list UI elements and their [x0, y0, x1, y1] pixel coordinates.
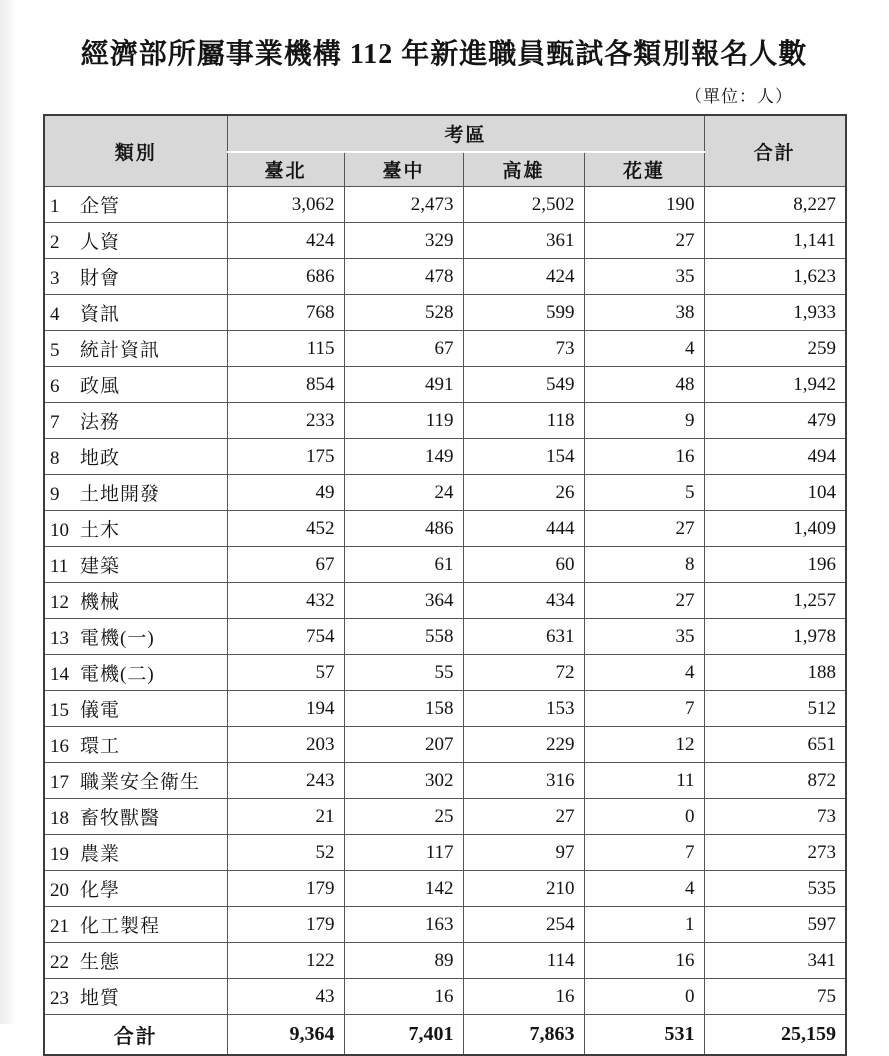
row-number: 2 — [50, 232, 60, 253]
value-cell: 118 — [463, 403, 584, 439]
value-cell: 97 — [463, 835, 584, 871]
total-row — [44, 1015, 846, 1056]
value-cell: 452 — [227, 511, 344, 547]
value-cell: 27 — [463, 799, 584, 835]
header-group-row — [44, 115, 846, 152]
value-cell: 316 — [463, 763, 584, 799]
value-cell: 528 — [344, 295, 463, 331]
category-cell — [44, 655, 227, 691]
category-name: 統計資訊 — [80, 340, 161, 361]
value-cell: 104 — [704, 475, 846, 511]
category-cell — [44, 907, 227, 943]
value-cell: 117 — [344, 835, 463, 871]
value-cell: 188 — [704, 655, 846, 691]
value-cell: 73 — [463, 331, 584, 367]
value-cell: 43 — [227, 979, 344, 1015]
category-name: 法務 — [80, 412, 121, 433]
table-row — [44, 799, 846, 835]
value-cell: 7 — [584, 691, 704, 727]
table-header — [44, 115, 846, 187]
value-cell: 1,623 — [704, 259, 846, 295]
row-number: 23 — [50, 988, 69, 1009]
value-cell: 115 — [227, 331, 344, 367]
header-region-group: 考區 — [227, 115, 704, 152]
footer-total-cell: 7,401 — [344, 1015, 463, 1056]
value-cell: 179 — [227, 871, 344, 907]
value-cell: 479 — [704, 403, 846, 439]
row-number: 5 — [50, 340, 60, 361]
table-footer — [44, 1015, 846, 1056]
row-number: 1 — [50, 196, 60, 217]
value-cell: 444 — [463, 511, 584, 547]
category-name: 畜牧獸醫 — [80, 808, 161, 829]
category-name: 電機(一) — [80, 628, 155, 649]
row-number: 6 — [50, 376, 60, 397]
value-cell: 179 — [227, 907, 344, 943]
row-number: 15 — [50, 700, 69, 721]
category-name: 政風 — [80, 376, 121, 397]
value-cell: 233 — [227, 403, 344, 439]
table-row — [44, 259, 846, 295]
value-cell: 12 — [584, 727, 704, 763]
category-name: 化工製程 — [80, 916, 161, 937]
value-cell: 2,502 — [463, 187, 584, 223]
category-cell — [44, 619, 227, 655]
value-cell: 203 — [227, 727, 344, 763]
category-cell — [44, 727, 227, 763]
page-title: 經濟部所屬事業機構 112 年新進職員甄試各類別報名人數 — [80, 39, 808, 70]
value-cell: 1,942 — [704, 367, 846, 403]
table-row — [44, 943, 846, 979]
table-row — [44, 187, 846, 223]
value-cell: 158 — [344, 691, 463, 727]
table-row — [44, 511, 846, 547]
footer-total-cell: 9,364 — [227, 1015, 344, 1056]
registration-count-table — [43, 114, 847, 1056]
value-cell: 55 — [344, 655, 463, 691]
value-cell: 163 — [344, 907, 463, 943]
value-cell: 24 — [344, 475, 463, 511]
value-cell: 27 — [584, 511, 704, 547]
category-cell — [44, 259, 227, 295]
value-cell: 302 — [344, 763, 463, 799]
value-cell: 190 — [584, 187, 704, 223]
value-cell: 21 — [227, 799, 344, 835]
value-cell: 4 — [584, 871, 704, 907]
category-cell — [44, 799, 227, 835]
value-cell: 2,473 — [344, 187, 463, 223]
category-name: 機械 — [80, 592, 121, 613]
table-row — [44, 547, 846, 583]
value-cell: 9 — [584, 403, 704, 439]
header-region: 臺中 — [344, 152, 463, 187]
value-cell: 35 — [584, 259, 704, 295]
value-cell: 57 — [227, 655, 344, 691]
value-cell: 1,257 — [704, 583, 846, 619]
category-cell — [44, 943, 227, 979]
row-number: 10 — [50, 520, 69, 541]
value-cell: 486 — [344, 511, 463, 547]
value-cell: 768 — [227, 295, 344, 331]
row-number: 11 — [50, 556, 69, 577]
value-cell: 73 — [704, 799, 846, 835]
table-row — [44, 871, 846, 907]
row-number: 20 — [50, 880, 69, 901]
value-cell: 0 — [584, 979, 704, 1015]
value-cell: 558 — [344, 619, 463, 655]
value-cell: 48 — [584, 367, 704, 403]
value-cell: 872 — [704, 763, 846, 799]
category-cell — [44, 871, 227, 907]
value-cell: 16 — [584, 439, 704, 475]
value-cell: 1,933 — [704, 295, 846, 331]
value-cell: 1,141 — [704, 223, 846, 259]
value-cell: 0 — [584, 799, 704, 835]
row-number: 8 — [50, 448, 60, 469]
row-number: 12 — [50, 592, 69, 613]
value-cell: 364 — [344, 583, 463, 619]
value-cell: 67 — [344, 331, 463, 367]
value-cell: 122 — [227, 943, 344, 979]
value-cell: 7 — [584, 835, 704, 871]
header-category: 類別 — [44, 115, 227, 187]
table-row — [44, 691, 846, 727]
category-cell — [44, 403, 227, 439]
table-row — [44, 727, 846, 763]
category-cell — [44, 367, 227, 403]
value-cell: 754 — [227, 619, 344, 655]
category-cell — [44, 583, 227, 619]
value-cell: 27 — [584, 583, 704, 619]
header-region: 高雄 — [463, 152, 584, 187]
table-row — [44, 763, 846, 799]
value-cell: 686 — [227, 259, 344, 295]
row-number: 14 — [50, 664, 69, 685]
table-row — [44, 223, 846, 259]
value-cell: 1,409 — [704, 511, 846, 547]
value-cell: 142 — [344, 871, 463, 907]
value-cell: 651 — [704, 727, 846, 763]
value-cell: 361 — [463, 223, 584, 259]
value-cell: 259 — [704, 331, 846, 367]
value-cell: 153 — [463, 691, 584, 727]
category-name: 地質 — [80, 988, 121, 1009]
header-region: 花蓮 — [584, 152, 704, 187]
value-cell: 273 — [704, 835, 846, 871]
footer-total-cell: 7,863 — [463, 1015, 584, 1056]
value-cell: 75 — [704, 979, 846, 1015]
table-row — [44, 475, 846, 511]
value-cell: 60 — [463, 547, 584, 583]
category-name: 財會 — [80, 268, 121, 289]
category-name: 儀電 — [80, 700, 121, 721]
category-name: 電機(二) — [80, 664, 155, 685]
value-cell: 210 — [463, 871, 584, 907]
table-row — [44, 583, 846, 619]
category-name: 生態 — [80, 952, 121, 973]
row-number: 7 — [50, 412, 60, 433]
category-name: 土木 — [80, 520, 121, 541]
table-row — [44, 835, 846, 871]
value-cell: 8 — [584, 547, 704, 583]
category-name: 人資 — [80, 232, 121, 253]
value-cell: 1,978 — [704, 619, 846, 655]
table-row — [44, 907, 846, 943]
value-cell: 119 — [344, 403, 463, 439]
footer-total-cell: 25,159 — [704, 1015, 846, 1056]
category-cell — [44, 547, 227, 583]
value-cell: 494 — [704, 439, 846, 475]
footer-total-cell: 531 — [584, 1015, 704, 1056]
value-cell: 243 — [227, 763, 344, 799]
value-cell: 491 — [344, 367, 463, 403]
value-cell: 4 — [584, 331, 704, 367]
table-row — [44, 655, 846, 691]
value-cell: 3,062 — [227, 187, 344, 223]
value-cell: 432 — [227, 583, 344, 619]
value-cell: 89 — [344, 943, 463, 979]
table-row — [44, 295, 846, 331]
value-cell: 196 — [704, 547, 846, 583]
value-cell: 5 — [584, 475, 704, 511]
value-cell: 8,227 — [704, 187, 846, 223]
row-number: 21 — [50, 916, 69, 937]
value-cell: 194 — [227, 691, 344, 727]
row-number: 9 — [50, 484, 60, 505]
table-body — [44, 187, 846, 1015]
value-cell: 35 — [584, 619, 704, 655]
value-cell: 329 — [344, 223, 463, 259]
value-cell: 434 — [463, 583, 584, 619]
row-number: 4 — [50, 304, 60, 325]
unit-note: （單位：人） — [685, 87, 793, 106]
value-cell: 16 — [344, 979, 463, 1015]
row-number: 18 — [50, 808, 69, 829]
value-cell: 175 — [227, 439, 344, 475]
value-cell: 38 — [584, 295, 704, 331]
category-name: 環工 — [80, 736, 121, 757]
category-cell — [44, 187, 227, 223]
value-cell: 229 — [463, 727, 584, 763]
value-cell: 26 — [463, 475, 584, 511]
category-cell — [44, 295, 227, 331]
category-cell — [44, 511, 227, 547]
category-name: 資訊 — [80, 304, 121, 325]
value-cell: 16 — [584, 943, 704, 979]
footer-total-label: 合計 — [44, 1015, 227, 1056]
category-name: 農業 — [80, 844, 121, 865]
value-cell: 11 — [584, 763, 704, 799]
row-number: 3 — [50, 268, 60, 289]
value-cell: 61 — [344, 547, 463, 583]
value-cell: 4 — [584, 655, 704, 691]
value-cell: 341 — [704, 943, 846, 979]
row-number: 16 — [50, 736, 69, 757]
value-cell: 424 — [463, 259, 584, 295]
row-number: 17 — [50, 772, 69, 793]
row-number: 13 — [50, 628, 69, 649]
table-row — [44, 403, 846, 439]
value-cell: 149 — [344, 439, 463, 475]
value-cell: 25 — [344, 799, 463, 835]
value-cell: 424 — [227, 223, 344, 259]
category-name: 職業安全衛生 — [80, 772, 201, 793]
category-cell — [44, 691, 227, 727]
category-cell — [44, 835, 227, 871]
category-name: 地政 — [80, 448, 121, 469]
header-total: 合計 — [704, 115, 846, 187]
table-row — [44, 439, 846, 475]
category-name: 建築 — [80, 556, 121, 577]
category-cell — [44, 475, 227, 511]
category-cell — [44, 223, 227, 259]
category-name: 土地開發 — [80, 484, 161, 505]
table-row — [44, 367, 846, 403]
row-number: 19 — [50, 844, 69, 865]
value-cell: 597 — [704, 907, 846, 943]
category-name: 企管 — [80, 196, 121, 217]
value-cell: 27 — [584, 223, 704, 259]
value-cell: 207 — [344, 727, 463, 763]
value-cell: 52 — [227, 835, 344, 871]
value-cell: 535 — [704, 871, 846, 907]
value-cell: 16 — [463, 979, 584, 1015]
table-row — [44, 331, 846, 367]
value-cell: 49 — [227, 475, 344, 511]
table-row — [44, 619, 846, 655]
value-cell: 631 — [463, 619, 584, 655]
value-cell: 114 — [463, 943, 584, 979]
value-cell: 154 — [463, 439, 584, 475]
value-cell: 72 — [463, 655, 584, 691]
category-cell — [44, 439, 227, 475]
category-cell — [44, 979, 227, 1015]
value-cell: 512 — [704, 691, 846, 727]
row-number: 22 — [50, 952, 69, 973]
category-cell — [44, 763, 227, 799]
value-cell: 599 — [463, 295, 584, 331]
header-region: 臺北 — [227, 152, 344, 187]
value-cell: 478 — [344, 259, 463, 295]
table-row — [44, 979, 846, 1015]
value-cell: 854 — [227, 367, 344, 403]
category-cell — [44, 331, 227, 367]
category-name: 化學 — [80, 880, 121, 901]
value-cell: 254 — [463, 907, 584, 943]
value-cell: 67 — [227, 547, 344, 583]
value-cell: 1 — [584, 907, 704, 943]
value-cell: 549 — [463, 367, 584, 403]
